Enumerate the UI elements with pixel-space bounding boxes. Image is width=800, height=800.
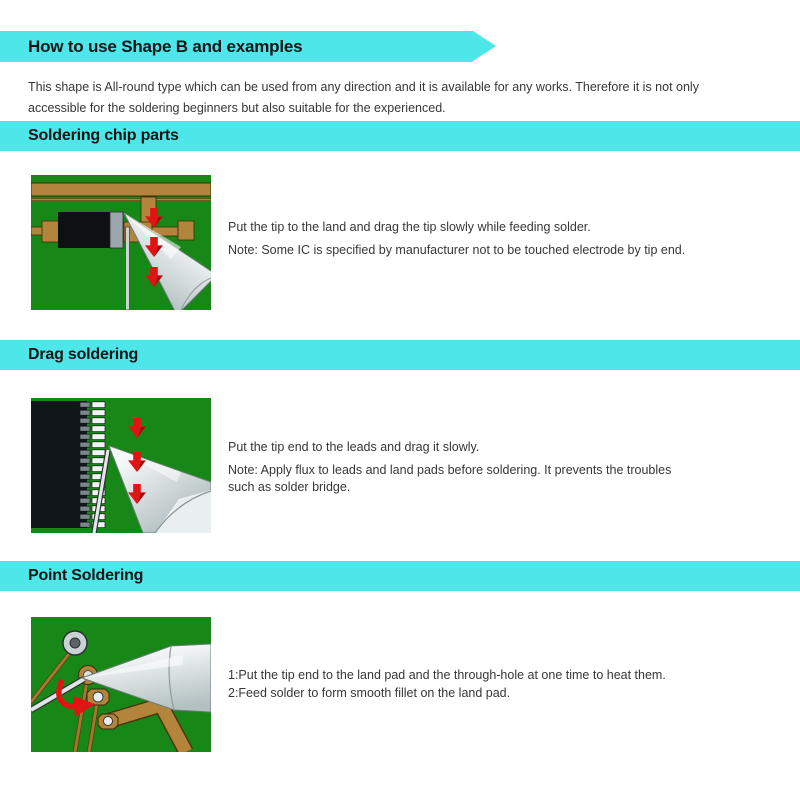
section-banner-drag-soldering xyxy=(0,340,800,370)
text-paragraph xyxy=(228,219,794,237)
main-header-banner xyxy=(0,31,473,62)
section-title: Drag soldering xyxy=(28,346,139,363)
text-line: Note: Some IC is specified by manufacturer not to be touched electrode by tip end. xyxy=(228,242,686,257)
chip-electrode-cap xyxy=(110,212,123,248)
text-line: Note: Apply flux to leads and land pads before soldering. It prevents the troubles xyxy=(228,462,672,477)
section-text xyxy=(228,219,794,259)
section-text xyxy=(228,439,794,497)
text-line: 2:Feed solder to form smooth fillet on the land pad. xyxy=(228,685,511,700)
ic-chip-body xyxy=(31,401,87,528)
drag-soldering-illustration xyxy=(31,398,211,533)
section-banner-soldering-chip-parts xyxy=(0,121,800,151)
intro-line: This shape is All-round type which can be used from any direction and it is available for any works. Therefore it is not only xyxy=(28,80,699,94)
solder-wire xyxy=(126,227,130,310)
through-hole-pad xyxy=(63,631,87,655)
through-hole-pad xyxy=(98,714,118,729)
text-paragraph xyxy=(228,462,794,497)
text-paragraph xyxy=(228,439,794,457)
point-soldering-illustration xyxy=(31,617,211,752)
intro-line: accessible for the soldering beginners but also suitable for the experienced. xyxy=(28,101,446,115)
chip-soldering-svg xyxy=(31,175,211,310)
chip-soldering-illustration xyxy=(31,175,211,310)
text-line: Put the tip to the land and drag the tip slowly while feeding solder. xyxy=(228,220,591,234)
text-line: such as solder bridge. xyxy=(228,480,351,494)
text-line: 1:Put the tip end to the land pad and the through-hole at one time to heat them. xyxy=(228,668,666,682)
section-banner-point-soldering xyxy=(0,561,800,591)
text-paragraph xyxy=(228,667,794,702)
intro-text xyxy=(28,77,788,119)
drag-soldering-svg xyxy=(31,398,211,533)
text-paragraph xyxy=(228,242,794,260)
section-title: Soldering chip parts xyxy=(28,127,179,144)
chip-component xyxy=(58,212,110,248)
section-text xyxy=(228,667,794,702)
text-line: Put the tip end to the leads and drag it slowly. xyxy=(228,440,480,454)
section-title: Point Soldering xyxy=(28,567,144,584)
page-title: How to use Shape B and examples xyxy=(28,36,303,56)
point-soldering-svg xyxy=(31,617,211,752)
banner-arrow-icon xyxy=(473,31,496,61)
